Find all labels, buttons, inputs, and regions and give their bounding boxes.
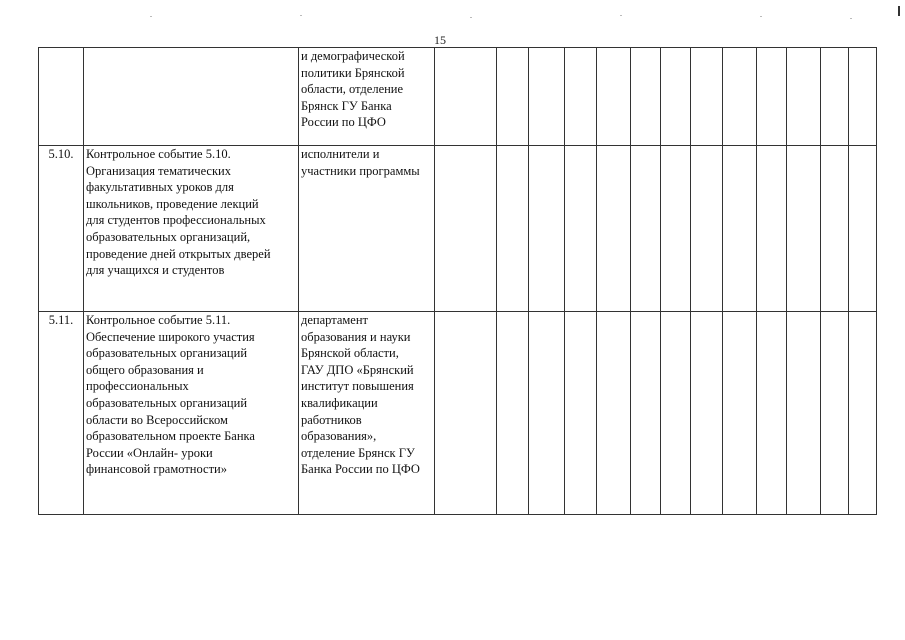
table-row [39,312,877,515]
empty-cell [691,146,723,312]
empty-cell [691,48,723,146]
empty-cell [435,312,497,515]
scan-speck [150,16,152,17]
scan-speck [300,15,302,16]
empty-cell [757,48,787,146]
empty-cell [787,146,821,312]
empty-cell [821,146,849,312]
empty-cell [435,48,497,146]
empty-cell [565,146,597,312]
empty-cell [631,146,661,312]
empty-cell [529,146,565,312]
empty-cell [597,48,631,146]
row-number-cell: 5.10. [39,146,84,312]
empty-cell [757,146,787,312]
corner-mark [898,6,900,16]
empty-cell [497,48,529,146]
empty-cell [565,312,597,515]
table-row [39,48,877,146]
empty-cell [529,48,565,146]
empty-cell [757,312,787,515]
empty-cell [661,312,691,515]
scan-speck [850,18,852,19]
empty-cell [529,312,565,515]
scan-speck [470,17,472,18]
empty-cell [787,312,821,515]
empty-cell [597,146,631,312]
event-cell: Контрольное событие 5.11. Обеспечение широкого участия образовательных организаций общего образования и профессиональных образовательных организаций области во Всероссийском образовательном проекте Банка России «Онлайн- уроки финансовой грамотности» [84,312,299,515]
empty-cell [723,312,757,515]
scan-speck [620,15,622,16]
empty-cell [723,146,757,312]
page-number: 15 [434,33,446,47]
executors-cell: и демографической политики Брянской области, отделение Брянск ГУ Банка России по ЦФО [299,48,435,146]
empty-cell [821,312,849,515]
empty-cell [849,48,877,146]
empty-cell [661,146,691,312]
empty-cell [597,312,631,515]
empty-cell [787,48,821,146]
empty-cell [849,312,877,515]
empty-cell [691,312,723,515]
empty-cell [631,312,661,515]
executors-cell: департамент образования и науки Брянской области, ГАУ ДПО «Брянский институт повышения квалификации работников образования», отделение Брянск ГУ Банка России по ЦФО [299,312,435,515]
empty-cell [723,48,757,146]
empty-cell [497,146,529,312]
empty-cell [435,146,497,312]
empty-cell [661,48,691,146]
empty-cell [631,48,661,146]
empty-cell [565,48,597,146]
empty-cell [849,146,877,312]
empty-cell [821,48,849,146]
empty-cell [497,312,529,515]
table-row [39,146,877,312]
row-number-cell: 5.11. [39,312,84,515]
row-number-cell [39,48,84,146]
scan-speck [760,16,762,17]
executors-cell: исполнители и участники программы [299,146,435,312]
plan-table [38,47,877,515]
event-cell: Контрольное событие 5.10. Организация тематических факультативных уроков для школьников, проведение лекций для студентов профессиональных образовательных организаций, проведение дней открытых дверей для учащихся и студентов [84,146,299,312]
event-cell [84,48,299,146]
